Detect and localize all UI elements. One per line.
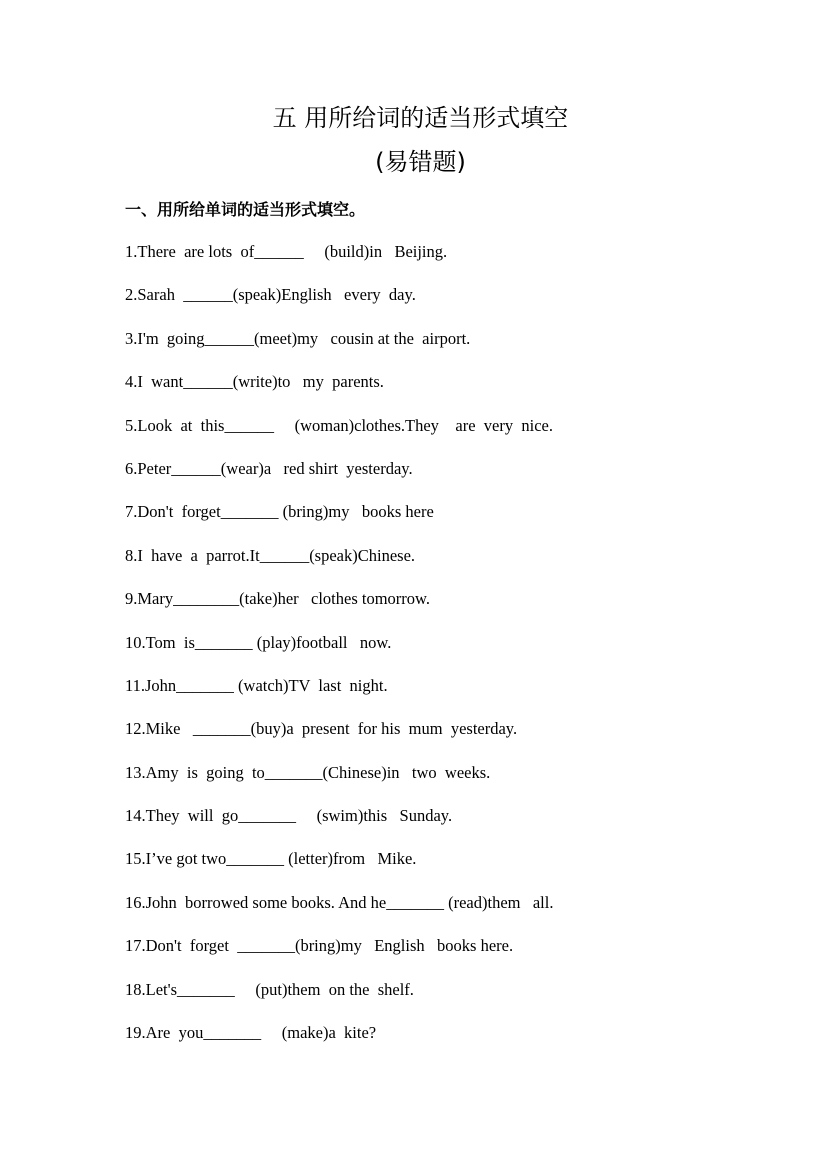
question-item: 1.There are lots of______ (build)in Beijing. (125, 242, 448, 261)
question-item: 11.John_______ (watch)TV last night. (125, 675, 388, 695)
question-item: 12.Mike _______(buy)a present for his mum yesterday. (125, 719, 518, 739)
question-item: 16.John borrowed some books. And he_______ (read)them all. (125, 892, 554, 912)
question-item: 3.I'm going______(meet)my cousin at the airport. (125, 328, 471, 348)
question-item: 2.Sarah ______(speak)English every day. (125, 285, 416, 305)
page-title: 五 用所给词的适当形式填空 (272, 104, 569, 132)
section-heading: 一、用所给单词的适当形式填空。 (125, 200, 366, 219)
question-item: 14.They will go_______ (swim)this Sunday. (125, 806, 453, 826)
question-item: 10.Tom is_______ (play)football now. (125, 632, 392, 652)
question-item: 18.Let's_______ (put)them on the shelf. (125, 979, 414, 999)
question-list (125, 240, 805, 1064)
question-item: 4.I want______(write)to my parents. (125, 372, 384, 392)
question-item: 7.Don't forget_______ (bring)my books here (125, 502, 434, 522)
question-item: 19.Are you_______ (make)a kite? (125, 1023, 377, 1043)
question-item: 6.Peter______(wear)a red shirt yesterday. (125, 458, 413, 478)
question-item: 9.Mary________(take)her clothes tomorrow. (125, 589, 431, 609)
question-item: 5.Look at this______ (woman)clothes.They are very nice. (125, 415, 553, 435)
question-item: 17.Don't forget _______(bring)my English books here. (125, 936, 514, 956)
question-item: 8.I have a parrot.It______(speak)Chinese. (125, 545, 416, 565)
question-item: 15.I’ve got two_______ (letter)from Mike. (125, 849, 417, 869)
page-subtitle: (易错题) (375, 148, 466, 176)
question-item: 13.Amy is going to_______(Chinese)in two weeks. (125, 762, 491, 782)
